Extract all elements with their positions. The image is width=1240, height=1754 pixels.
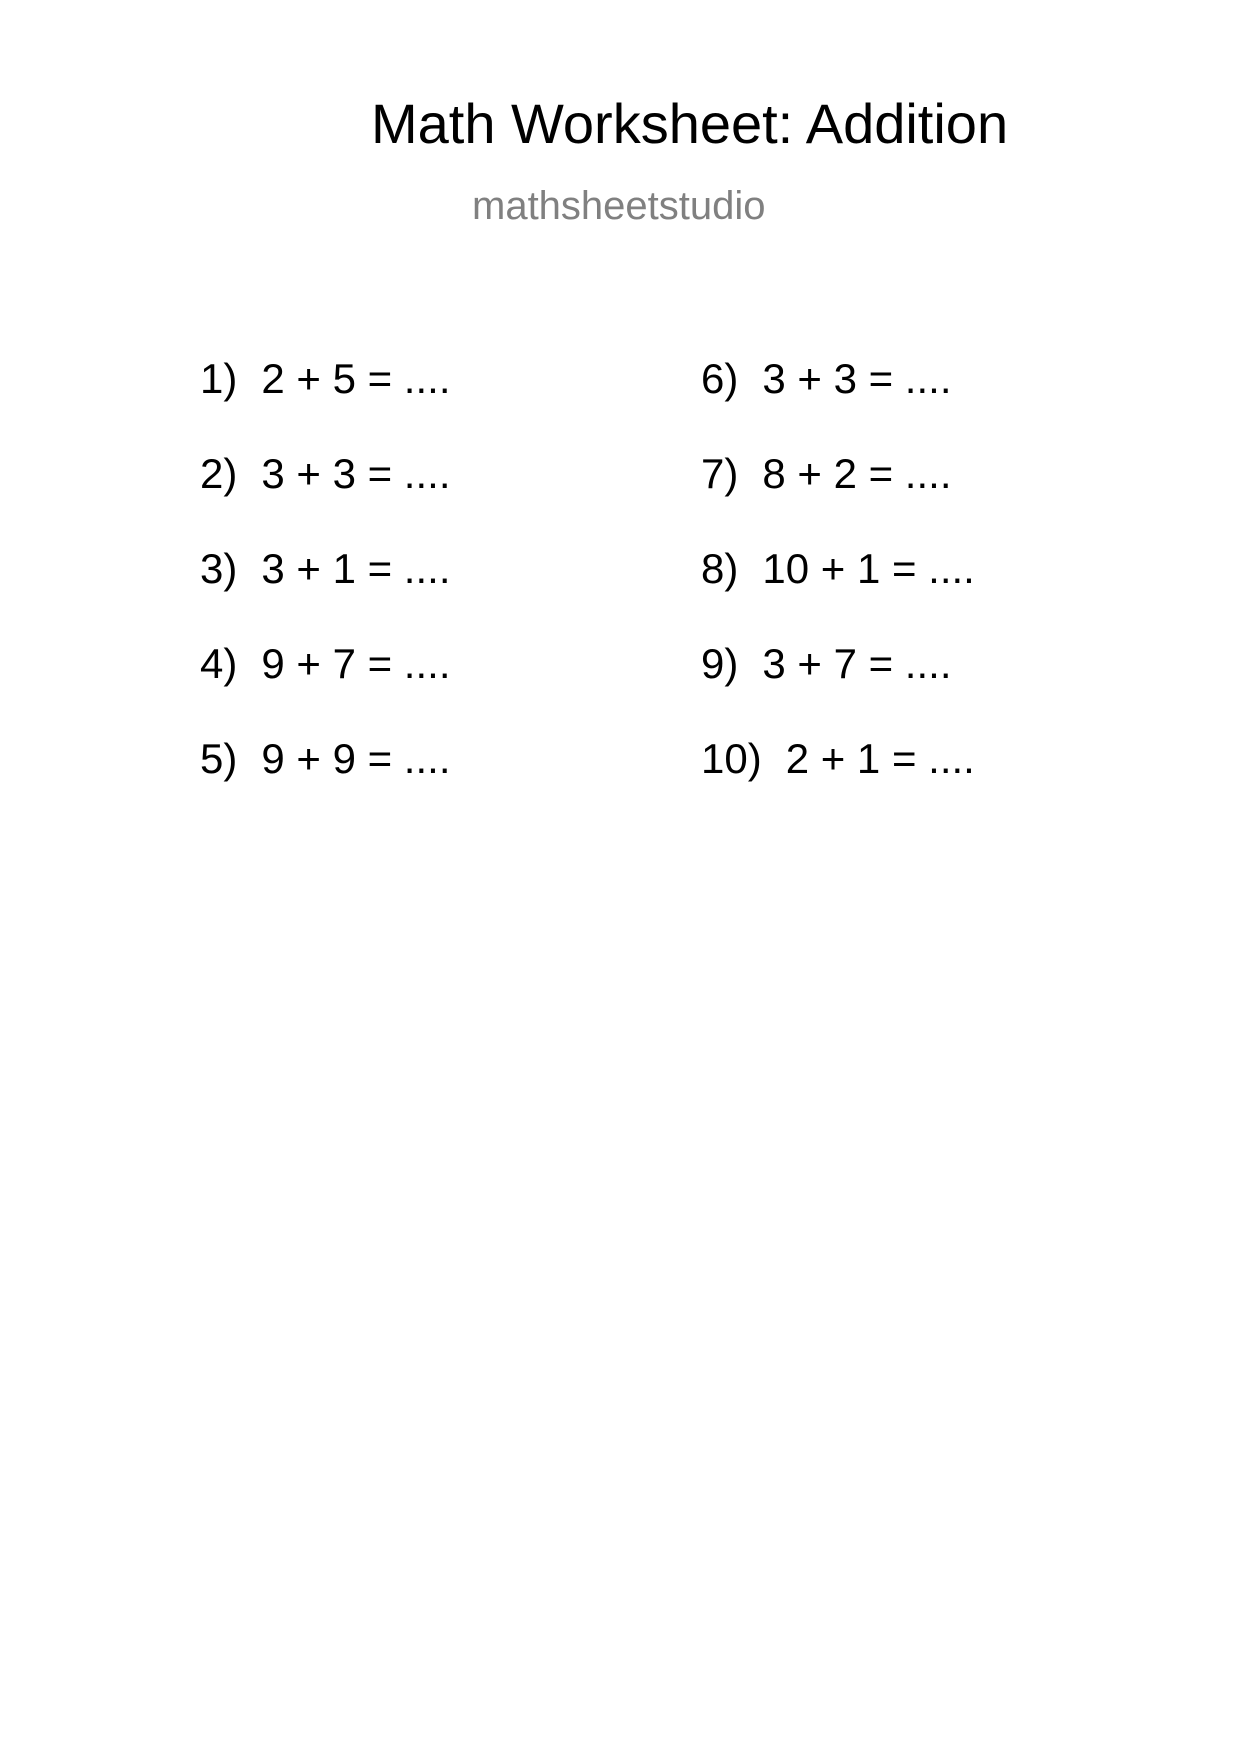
problem-expression: 3 + 3 = .... <box>762 355 952 402</box>
problem-expression: 3 + 1 = .... <box>261 545 451 592</box>
problem-expression: 9 + 7 = .... <box>261 640 451 687</box>
problem-number: 5) <box>200 735 238 782</box>
problem-number: 6) <box>701 355 739 402</box>
problem-item <box>200 731 640 826</box>
problem-number: 1) <box>200 355 238 402</box>
problem-item <box>701 446 1141 541</box>
problem-item <box>701 636 1141 731</box>
problem-item <box>701 541 1141 636</box>
problem-item <box>200 351 640 446</box>
problem-item <box>701 351 1141 446</box>
problem-expression: 3 + 3 = .... <box>261 450 451 497</box>
problem-number: 9) <box>701 640 739 687</box>
problem-item <box>200 446 640 541</box>
page-title: Math Worksheet: Addition <box>371 92 1009 155</box>
problem-number: 3) <box>200 545 238 592</box>
problem-item <box>200 541 640 636</box>
page-subtitle: mathsheetstudio <box>472 184 766 228</box>
problem-expression: 2 + 5 = .... <box>261 355 451 402</box>
problem-expression: 10 + 1 = .... <box>762 545 975 592</box>
problem-expression: 8 + 2 = .... <box>762 450 952 497</box>
problem-item <box>701 731 1141 826</box>
problem-number: 8) <box>701 545 739 592</box>
problem-number: 2) <box>200 450 238 497</box>
problem-column-right <box>701 351 1141 826</box>
problem-expression: 9 + 9 = .... <box>261 735 451 782</box>
problem-expression: 2 + 1 = .... <box>785 735 975 782</box>
problem-item <box>200 636 640 731</box>
problem-column-left <box>200 351 640 826</box>
problem-expression: 3 + 7 = .... <box>762 640 952 687</box>
problem-number: 7) <box>701 450 739 497</box>
problem-number: 4) <box>200 640 238 687</box>
problem-number: 10) <box>701 735 762 782</box>
